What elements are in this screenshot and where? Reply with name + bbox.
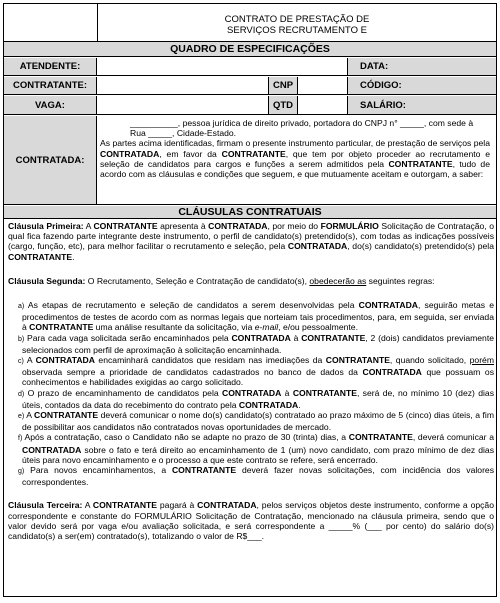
- contratante-label: CONTRATANTE:: [4, 77, 97, 94]
- contratada-paragraph: As partes acima identificadas, firmam o presente instrumento particular, de prestação de serviços pela CONTRATADA, em favor da CONTRATANTE, que tem por objeto proceder ao recrutamento e seleção de candidatos para cargos e funções a serem admitidos pela CONTRATANTE, tudo de acordo com as cláusulas e condições que seguem, e que mutuamente aceitam e outorgam, a saber:: [100, 138, 491, 180]
- atendente-label: ATENDENTE:: [4, 58, 97, 75]
- document-title: [98, 14, 496, 36]
- clause-2-item-f: f) Após a contratação, caso o Candidato não se adapte no prazo de 30 (trinta) dias, a CONTRATANTE, deverá comunicar a CONTRATADA sobre o fato e terá direito ao encaminhamento de 1 (um) novo candidato, com prazo mínimo de dez dias úteis para novo encaminhamento e o processo a que este contrato se refere, será encerrado.: [18, 432, 494, 465]
- row-contratada: [4, 116, 496, 205]
- contratada-label: CONTRATADA:: [4, 116, 97, 204]
- qtd-label: QTD: [269, 96, 298, 114]
- clause-1: Cláusula Primeira: A CONTRATANTE apresenta à CONTRATADA, por meio do FORMULÁRIO Solicitação de Contratação, o qual fica fazendo parte integrante deste instrumento, o perfil de candidato(s) pretendido(s), com todas as indicações possíveis (cargo, função, etc), para melhor facilitar o recrutamento e seleção, pela CONTRATADA, do(s) candidato(s) pretendido(s) pela CONTRATANTE.: [8, 221, 495, 262]
- clause-2-item-b: b) Para cada vaga solicitada serão encaminhados pela CONTRATADA à CONTRATANTE, 2 (dois) candidatos previamente selecionados com perfil de aproximação à solicitação encaminhada.: [18, 332, 495, 355]
- clause-2: Cláusula Segunda: O Recrutamento, Seleção e Contratação de candidato(s), obedecerão as seguintes regras:: [8, 275, 435, 286]
- atendente-field[interactable]: [97, 58, 348, 75]
- clause-2-item-c: c) A CONTRATADA encaminhará candidatos que residam nas imediações da CONTRATANTE, quando solicitado, porém observada sempre a prioridade de candidatos cadastrados no banco de dados da CONTRATADA que possuam os conhecimentos e habilidades exigidas ao cargo solicitado.: [18, 355, 494, 388]
- logo-area: [4, 4, 98, 41]
- cnp-label: CNP: [269, 77, 298, 94]
- row-contratante: [4, 77, 496, 95]
- contratada-text: [100, 118, 490, 179]
- clauses-body: [8, 221, 494, 541]
- title-line-2: SERVIÇOS RECRUTAMENTO E: [227, 25, 367, 36]
- row-vaga: [4, 96, 496, 115]
- row-atendente: [4, 58, 496, 76]
- clause-2-item-a: a) As etapas de recrutamento e seleção de candidatos a serem desenvolvidas pela CONTRATADA, seguirão metas e procedimentos de testes de acordo com as normas legais que norteiam tais procedimentos, para, em seguida, ser enviada à CONTRATANTE uma análise resultante da solicitação, via e-mail, e/ou pessoalmente.: [18, 300, 494, 333]
- clauses-heading: CLÁUSULAS CONTRATUAIS: [4, 206, 496, 219]
- spec-heading: QUADRO DE ESPECIFICAÇÕES: [4, 42, 496, 57]
- contract-page: [3, 3, 497, 597]
- qtd-field[interactable]: [298, 96, 348, 114]
- salario-label: SALÁRIO:: [348, 96, 496, 114]
- header: [4, 4, 496, 42]
- title-line-1: CONTRATO DE PRESTAÇÃO DE: [224, 14, 370, 25]
- clause-2-item-d: d) O prazo de encaminhamento de candidatos pela CONTRATADA à CONTRATANTE, será de, no mínimo 10 (dez) dias úteis, contados da data do recebimento do contrato pela CONTRATADA.: [18, 387, 494, 410]
- vaga-label: VAGA:: [4, 96, 97, 114]
- codigo-label: CÓDIGO:: [348, 77, 496, 94]
- contratada-identification: __________, pessoa jurídica de direito privado, portadora do CNPJ n° _____, com sede à Rua _____, Cidade-Estado.: [130, 118, 474, 139]
- vaga-field[interactable]: [97, 96, 269, 114]
- data-label: DATA:: [348, 58, 496, 75]
- contratante-field[interactable]: [97, 77, 269, 94]
- clause-3: Cláusula Terceira: A CONTRATANTE pagará à CONTRATADA, pelos serviços objetos deste instrumento, conforme a opção correspondente e constante do FORMULÁRIO Solicitação de Contratação, mencionado na cláusula primeira, sendo que o valor devido será por vaga e/ou avaliação solicitada, e será correspondente a _____% (___ por cento) do salário do(s) candidato(s) a ser(em) contratado(s), totalizando o valor de R$___.: [8, 500, 494, 542]
- cnp-field[interactable]: [298, 77, 348, 94]
- clause-2-item-e: e) A CONTRATANTE deverá comunicar o nome do(s) candidato(s) contratado ao prazo máximo de 5 (cinco) dias úteis, a fim de possibilitar aos candidatos não contratados novas oportunidades de mercado.: [18, 410, 494, 433]
- clause-2-item-g: g) Para novos encaminhamentos, a CONTRATANTE deverá fazer novas solicitações, com incidência dos valores correspondentes.: [18, 465, 495, 488]
